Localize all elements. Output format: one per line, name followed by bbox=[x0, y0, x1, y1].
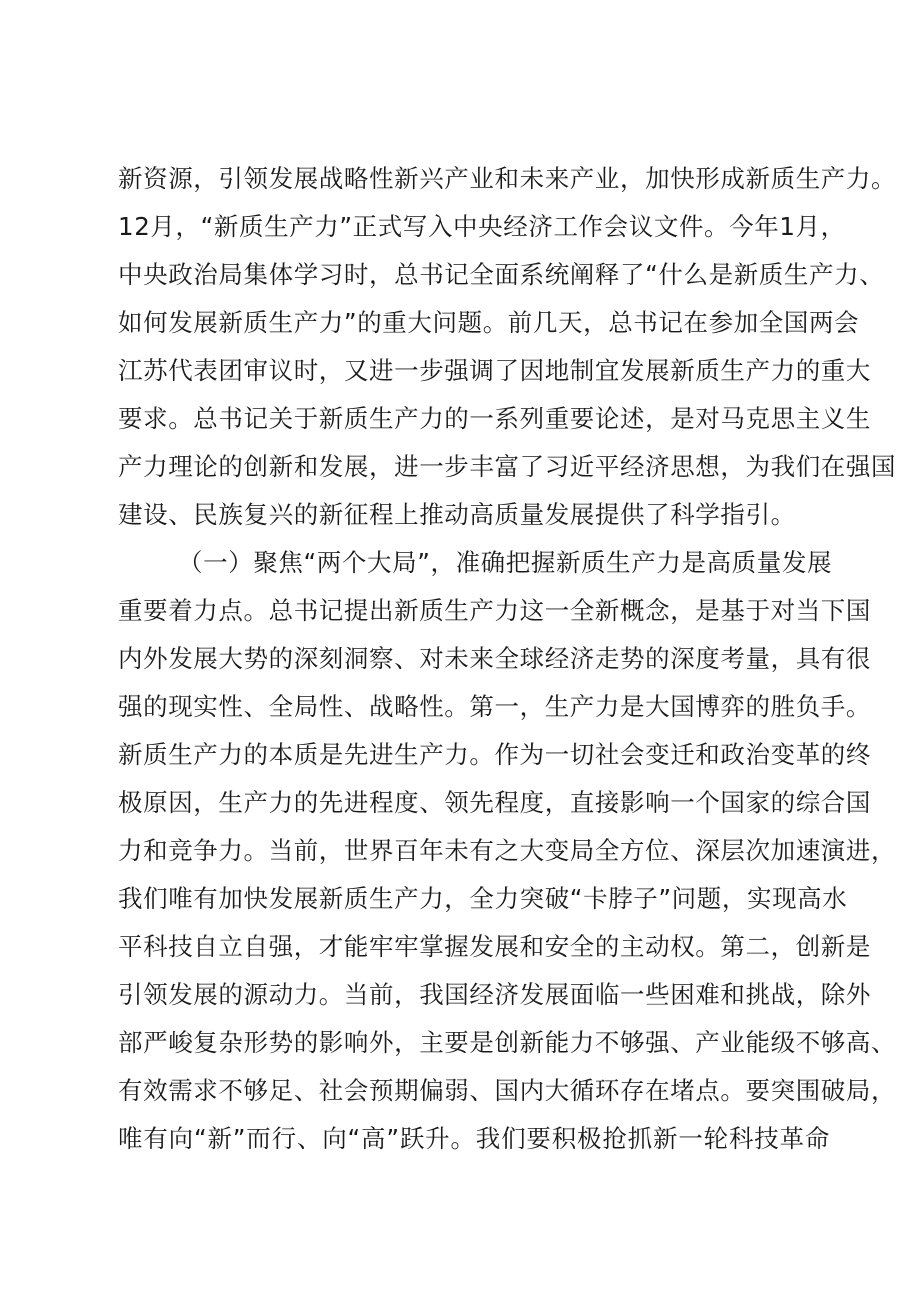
text-line: 我们唯有加快发展新质生产力，全力突破“卡脖子”问题，实现高水 bbox=[118, 884, 848, 913]
text-line: 新质生产力的本质是先进生产力。作为一切社会变迁和政治变革的终 bbox=[118, 740, 871, 769]
text-line: 重要着力点。总书记提出新质生产力这一全新概念，是基于对当下国 bbox=[118, 596, 871, 625]
text-line: 引领发展的源动力。当前，我国经济发展面临一些困难和挑战，除外 bbox=[118, 980, 871, 1009]
text-line: 力和竞争力。当前，世界百年未有之大变局全方位、深层次加速演进， bbox=[118, 836, 897, 865]
text-line: 新资源，引领发展战略性新兴产业和未来产业，加快形成新质生产力。 bbox=[118, 164, 897, 193]
text-line: 建设、民族复兴的新征程上推动高质量发展提供了科学指引。 bbox=[118, 500, 796, 529]
text-line: 唯有向“新”而行、向“高”跃升。我们要积极抢抓新一轮科技革命 bbox=[118, 1124, 830, 1153]
text-line: 江苏代表团审议时，又进一步强调了因地制宜发展新质生产力的重大 bbox=[118, 356, 871, 385]
text-line: 极原因，生产力的先进程度、领先程度，直接影响一个国家的综合国 bbox=[118, 788, 871, 817]
text-line: 产力理论的创新和发展，进一步丰富了习近平经济思想，为我们在强国 bbox=[118, 452, 897, 481]
text-line: 要求。总书记关于新质生产力的一系列重要论述，是对马克思主义生 bbox=[118, 404, 871, 433]
text-line: 有效需求不够足、社会预期偏弱、国内大循环存在堵点。要突围破局， bbox=[118, 1076, 897, 1105]
text-line: 部严峻复杂形势的影响外，主要是创新能力不够强、产业能级不够高、 bbox=[118, 1028, 897, 1057]
document-body bbox=[118, 155, 897, 1163]
section-heading-line: （一）聚焦“两个大局”，准确把握新质生产力是高质量发展 bbox=[178, 548, 833, 577]
text-line: 平科技自立自强，才能牢牢掌握发展和安全的主动权。第二，创新是 bbox=[118, 932, 871, 961]
text-line: 内外发展大势的深刻洞察、对未来全球经济走势的深度考量，具有很 bbox=[118, 644, 871, 673]
text-line: 12月，“新质生产力”正式写入中央经济工作会议文件。今年1月， bbox=[118, 212, 846, 241]
text-line: 强的现实性、全局性、战略性。第一，生产力是大国博弈的胜负手。 bbox=[118, 692, 871, 721]
text-line: 中央政治局集体学习时，总书记全面系统阐释了“什么是新质生产力、 bbox=[118, 260, 885, 289]
text-line: 如何发展新质生产力”的重大问题。前几天，总书记在参加全国两会 bbox=[118, 308, 860, 337]
